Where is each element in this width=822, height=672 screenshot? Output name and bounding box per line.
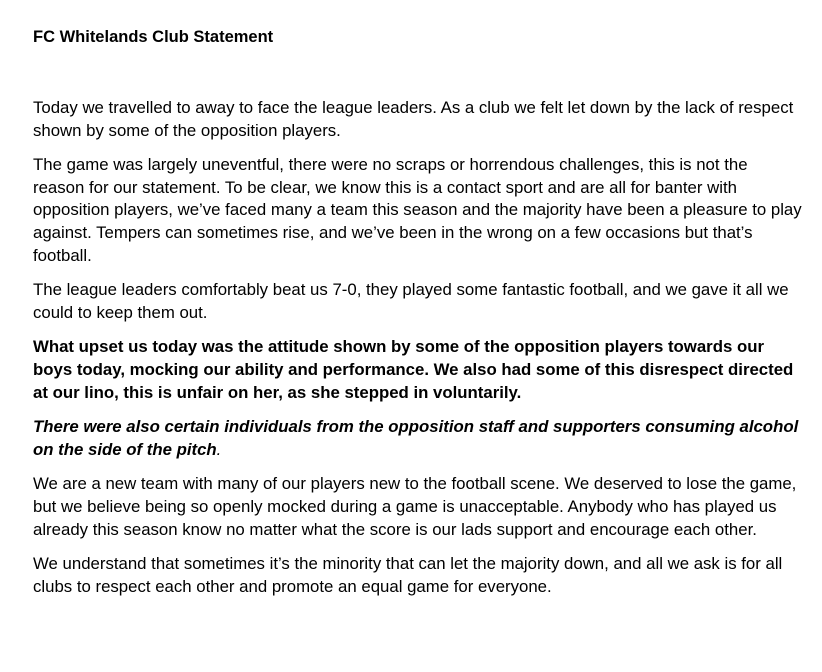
- statement-title: FC Whitelands Club Statement: [33, 28, 274, 46]
- paragraph-new-team: We are a new team with many of our players new to the football scene. We deserved to lose the game, but we believe being so openly mocked during a game is unacceptable. Anybody who has played us already this season know no matter what the score is our lads support and encourage each other.: [33, 474, 797, 539]
- paragraph-attitude: What upset us today was the attitude shown by some of the opposition players towards our boys today, mocking our ability and performance. We also had some of this disrespect directed at our lino, this is unfair on her, as she stepped in voluntarily.: [33, 337, 794, 402]
- paragraph-alcohol-text: There were also certain individuals from the opposition staff and supporters consuming alcohol on the side of the pitch: [33, 417, 799, 459]
- paragraph-result: The league leaders comfortably beat us 7-0, they played some fantastic football, and we gave it all we could to keep them out.: [33, 280, 789, 322]
- paragraph-intro: Today we travelled to away to face the league leaders. As a club we felt let down by the lack of respect shown by some of the opposition players.: [33, 98, 794, 140]
- paragraph-alcohol: [33, 416, 803, 461]
- paragraph-game-summary: The game was largely uneventful, there were no scraps or horrendous challenges, this is not the reason for our statement. To be clear, we know this is a contact sport and are all for banter with opposition players, we’ve faced many a team this season and the majority have been a pleasure to play against. Tempers can sometimes rise, and we’ve been in the wrong on a few occasions but that’s football.: [33, 155, 802, 265]
- paragraph-alcohol-period: .: [216, 439, 222, 459]
- paragraph-closing: We understand that sometimes it’s the minority that can let the majority down, and all we ask is for all clubs to respect each other and promote an equal game for everyone.: [33, 554, 783, 596]
- statement-body: [33, 97, 803, 610]
